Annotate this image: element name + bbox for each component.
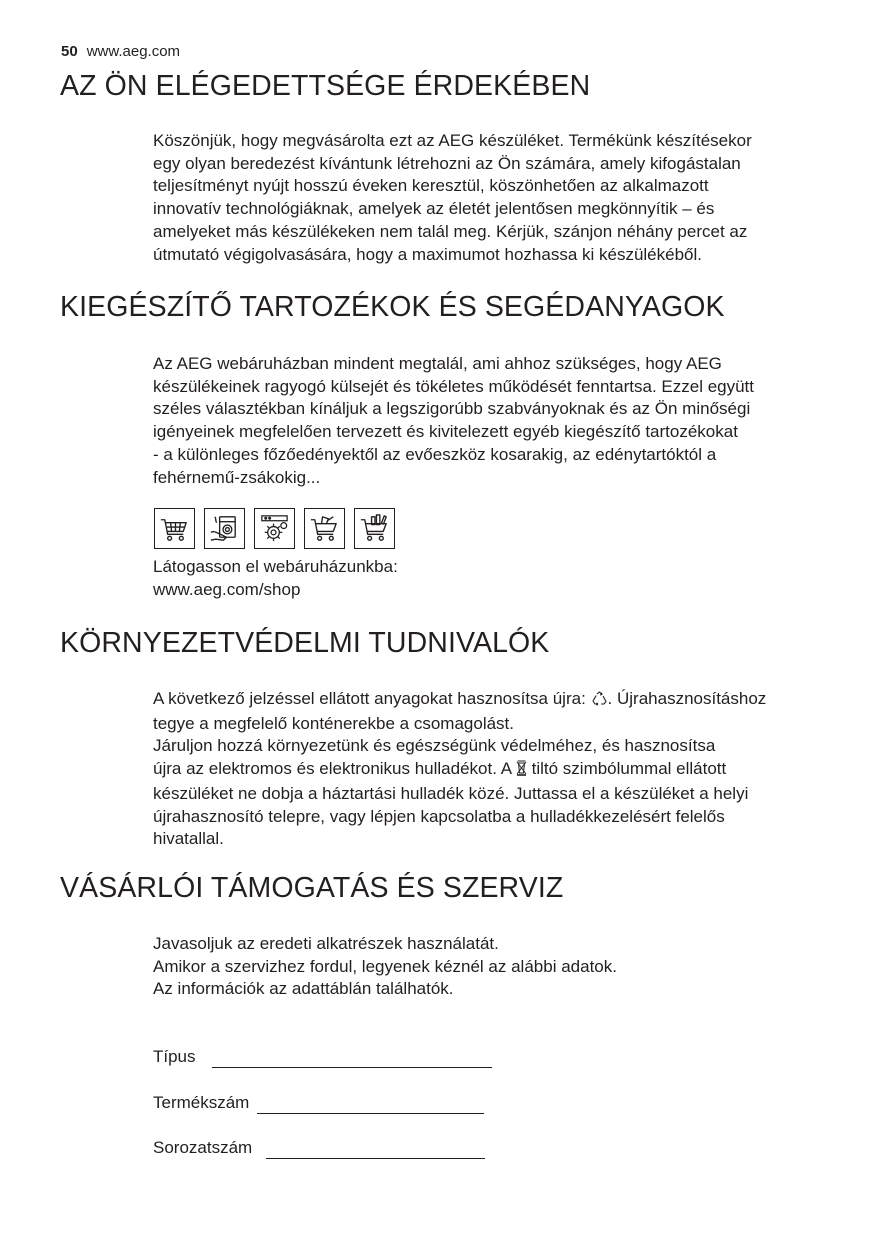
text-line: széles választékban kínáljuk a legszigorúbb szabványoknak és az Ön minőségi (153, 399, 751, 419)
text-segment: . Újrahasznosításhoz (607, 689, 767, 708)
section-title-satisfaction: AZ ÖN ELÉGEDETTSÉGE ÉRDEKÉBEN (60, 70, 591, 102)
text-line: innovatív technológiáknak, amelyek az életét jelentősen megkönnyítik – és (153, 199, 715, 219)
text-line: útmutató végigolvasására, hogy a maximumot hozhassa ki készülékéből. (153, 244, 703, 264)
text-line (153, 688, 853, 713)
text-line: Járuljon hozzá környezetünk és egészségünk védelméhez, és hasznosítsa (153, 736, 716, 756)
section-title-support: VÁSÁRLÓI TÁMOGATÁS ÉS SZERVIZ (60, 872, 564, 904)
text-line: hivatallal. (153, 829, 224, 849)
environment-paragraph (153, 688, 853, 851)
serial-number-field-row (153, 1137, 485, 1159)
text-line: fehérnemű-zsákokig... (153, 467, 321, 487)
text-line: egy olyan beredezést kívántunk létrehozni az Ön számára, amely kifogástalan (153, 153, 741, 173)
accessories-paragraph (153, 353, 843, 489)
type-blank-line[interactable] (212, 1050, 492, 1068)
product-number-blank-line[interactable] (257, 1096, 484, 1114)
text-line: Az AEG webáruházban mindent megtalál, ami ahhoz szükséges, hogy AEG (153, 354, 722, 373)
header-url[interactable]: www.aeg.com (86, 43, 181, 60)
product-number-field-row (153, 1092, 484, 1114)
cart-with-basket-icon (304, 508, 345, 549)
recycle-icon (591, 690, 608, 713)
crossed-bin-icon (516, 760, 527, 783)
text-line: Amikor a szervizhez fordul, legyenek kéznél az alábbi adatok. (153, 956, 617, 976)
text-line: Köszönjük, hogy megvásárolta ezt az AEG készüléket. Termékünk készítésekor (153, 131, 752, 150)
page-number: 50 (61, 43, 78, 60)
text-segment: tiltó szimbólummal ellátott (531, 759, 727, 779)
shopping-cart-icon (154, 508, 195, 549)
shop-visit (153, 556, 843, 601)
satisfaction-paragraph (153, 130, 843, 266)
text-segment: A következő jelzéssel ellátott anyagokat hasznosítsa újra: (153, 689, 586, 708)
type-label: Típus (153, 1047, 196, 1066)
shop-url-link[interactable]: www.aeg.com/shop (153, 579, 301, 599)
text-line: készülékeinek ragyogó külsejét és tökéletes működését fenntartsa. Ezzel együtt (153, 376, 755, 396)
text-line: Javasoljuk az eredeti alkatrészek használatát. (153, 934, 499, 953)
product-number-label: Termékszám (153, 1093, 250, 1112)
text-line: Az információk az adattáblán találhatók. (153, 979, 454, 999)
type-field-row (153, 1046, 492, 1068)
text-line: - a különleges főzőedényektől az evőeszköz kosarakig, az edénytartóktól a (153, 444, 717, 464)
section-title-accessories: KIEGÉSZÍTŐ TARTOZÉKOK ÉS SEGÉDANYAGOK (60, 291, 725, 323)
support-paragraph (153, 933, 843, 1001)
text-line: készüléket ne dobja a háztartási hulladék közé. Juttassa el a készüléket a helyi (153, 783, 749, 803)
settings-gear-icon (254, 508, 295, 549)
serial-number-blank-line[interactable] (266, 1141, 485, 1159)
serial-number-label: Sorozatszám (153, 1138, 253, 1157)
text-line: tegye a megfelelő konténerekbe a csomagolást. (153, 713, 515, 733)
section-title-environment: KÖRNYEZETVÉDELMI TUDNIVALÓK (60, 627, 550, 659)
text-line: teljesítményt nyújt hosszú éveken keresztül, köszönhetően az alkalmazott (153, 176, 709, 196)
cart-with-bottles-icon (354, 508, 395, 549)
shop-visit-label: Látogasson el webáruházunkba: (153, 557, 398, 576)
text-segment: újra az elektromos és elektronikus hulladékot. A (153, 759, 512, 779)
accessory-icons (154, 508, 395, 549)
text-line: amelyeket más készülékeken nem talál meg. Kérjük, szánjon néhány percet az (153, 221, 748, 241)
page-header (61, 43, 180, 61)
text-line (153, 758, 853, 783)
text-line: újrahasznosító telepre, vagy lépjen kapcsolatba a hulladékkezelésért felelős (153, 806, 725, 826)
washing-machine-hand-icon (204, 508, 245, 549)
text-line: igényeinek megfelelően tervezett és kivitelezett egyéb kiegészítő tartozékokat (153, 422, 738, 442)
